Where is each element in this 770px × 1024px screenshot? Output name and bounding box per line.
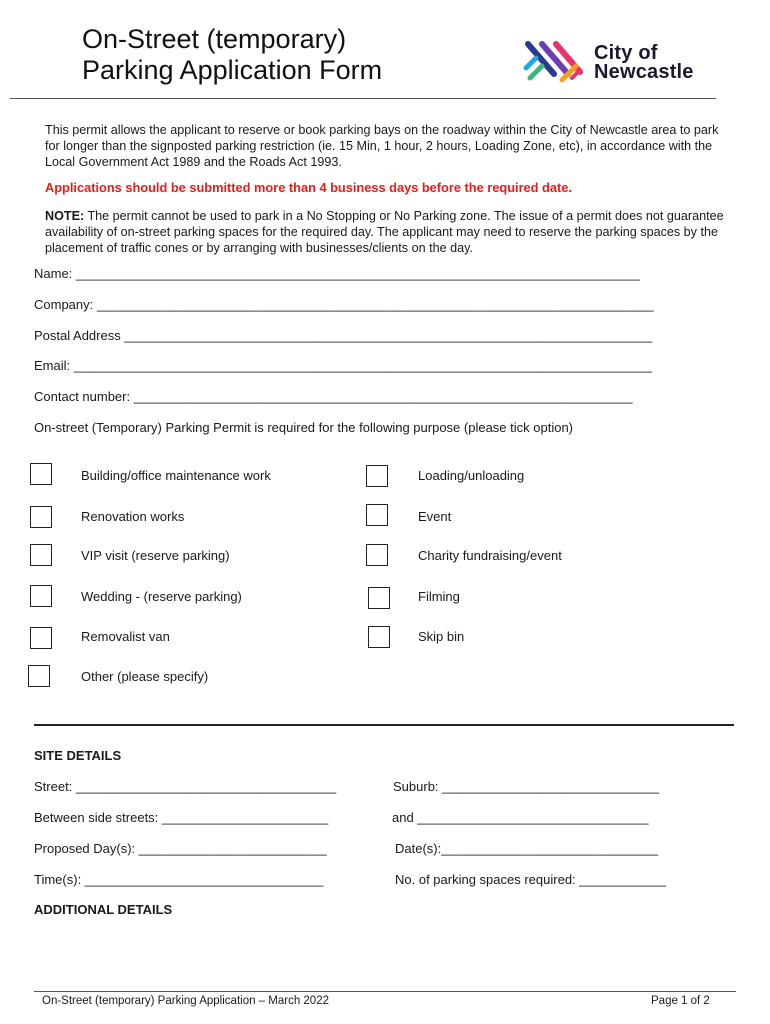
- name-field[interactable]: Name: ______________________________________________________________________________: [34, 266, 640, 281]
- footer-page-number: Page 1 of 2: [651, 995, 710, 1007]
- street-field[interactable]: Street: ____________________________________: [34, 779, 337, 794]
- note-text: The permit cannot be used to park in a No Stopping or No Parking zone. The issue of a permit does not guarantee availability of on-street parking spaces for the required day. The applicant may need to reserve the parking spaces by the placement of traffic cones or by arranging with businesses/clients on the day.: [45, 209, 724, 255]
- checkbox-skip-bin[interactable]: [368, 626, 390, 648]
- checkbox-loading[interactable]: [366, 465, 388, 487]
- option-label: Renovation works: [81, 509, 185, 524]
- logo-text: [594, 44, 694, 82]
- option-label: Wedding - (reserve parking): [81, 589, 242, 604]
- email-field[interactable]: Email: ________________________________________________________________________________: [34, 358, 653, 373]
- option-label: Event: [418, 509, 452, 524]
- checkbox-renovation[interactable]: [30, 506, 52, 528]
- title-line-2: Parking Application Form: [82, 55, 383, 85]
- logo-line-1: City of: [594, 42, 658, 64]
- checkbox-building-maintenance[interactable]: [30, 463, 52, 485]
- footer-divider: [34, 991, 736, 992]
- suburb-field[interactable]: Suburb: ______________________________: [393, 779, 660, 794]
- parking-spaces-field[interactable]: No. of parking spaces required: ____________: [395, 872, 667, 887]
- checkbox-vip-visit[interactable]: [30, 544, 52, 566]
- page-title: [82, 24, 382, 86]
- purpose-prompt: On-street (Temporary) Parking Permit is required for the following purpose (please tick option): [34, 420, 574, 435]
- option-label: Building/office maintenance work: [81, 468, 271, 483]
- proposed-days-field[interactable]: Proposed Day(s): __________________________: [34, 841, 327, 856]
- checkbox-charity[interactable]: [366, 544, 388, 566]
- header-divider: [10, 98, 716, 99]
- dates-field[interactable]: Date(s):______________________________: [395, 841, 659, 856]
- warning-text: Applications should be submitted more than 4 business days before the required date.: [45, 180, 572, 195]
- intro-paragraph: This permit allows the applicant to reserve or book parking bays on the roadway within the City of Newcastle area to park for longer than the signposted parking restriction (ie. 15 Min, 1 hour, 2 hours, Loading Zone, etc), in accordance with the Local Government Act 1989 and the Roads Act 1993.: [45, 123, 719, 169]
- company-field[interactable]: Company: _____________________________________________________________________________: [34, 297, 654, 312]
- checkbox-event[interactable]: [366, 504, 388, 526]
- checkbox-other[interactable]: [28, 665, 50, 687]
- checkbox-filming[interactable]: [368, 587, 390, 609]
- and-street-field[interactable]: and ________________________________: [392, 810, 649, 825]
- option-label: Other (please specify): [81, 669, 209, 684]
- postal-address-field[interactable]: Postal Address _________________________________________________________________________: [34, 328, 653, 343]
- times-field[interactable]: Time(s): _________________________________: [34, 872, 324, 887]
- note-label: NOTE:: [45, 209, 85, 223]
- additional-details-heading: ADDITIONAL DETAILS: [34, 902, 173, 917]
- checkbox-removalist[interactable]: [30, 627, 52, 649]
- logo-line-2: Newcastle: [594, 61, 694, 83]
- option-label: Charity fundraising/event: [418, 548, 562, 563]
- option-label: Removalist van: [81, 629, 170, 644]
- checkbox-wedding[interactable]: [30, 585, 52, 607]
- title-line-1: On-Street (temporary): [82, 24, 347, 54]
- option-label: Loading/unloading: [418, 468, 525, 483]
- contact-number-field[interactable]: Contact number: _____________________________________________________________________: [34, 389, 633, 404]
- section-divider: [34, 724, 734, 726]
- note-paragraph: [45, 208, 735, 256]
- site-details-heading: SITE DETAILS: [34, 748, 122, 763]
- option-label: Skip bin: [418, 629, 465, 644]
- footer-document-title: On-Street (temporary) Parking Application – March 2022: [42, 995, 329, 1007]
- logo-mark-icon: [522, 38, 592, 86]
- option-label: VIP visit (reserve parking): [81, 548, 230, 563]
- between-streets-field[interactable]: Between side streets: _______________________: [34, 810, 329, 825]
- option-label: Filming: [418, 589, 460, 604]
